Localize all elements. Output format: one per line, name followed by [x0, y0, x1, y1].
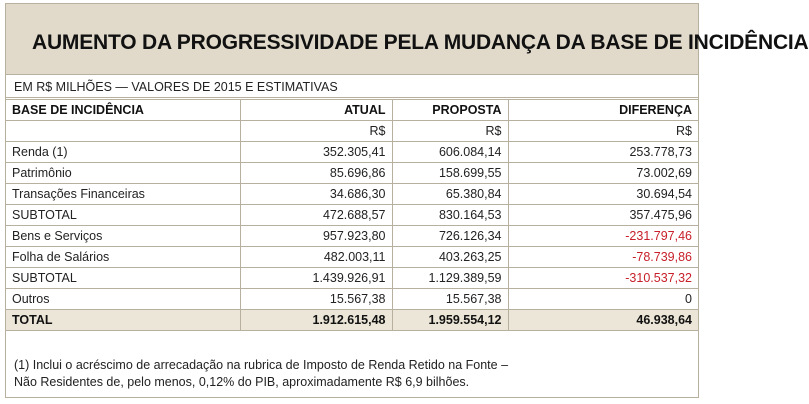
footnote-line: Não Residentes de, pelo menos, 0,12% do PIB, aproximadamente R$ 6,9 bilhões. [14, 375, 470, 389]
cell-proposta: 65.380,84 [392, 184, 508, 205]
row-label: SUBTOTAL [6, 205, 240, 226]
title-bar [6, 4, 809, 75]
cell-diferenca: -78.739,86 [508, 247, 698, 268]
divider [6, 97, 698, 98]
cell-proposta: 158.699,55 [392, 163, 508, 184]
total-row [6, 310, 698, 331]
cell-proposta: 726.126,34 [392, 226, 508, 247]
total-proposta: 1.959.554,12 [392, 310, 508, 331]
cell-diferenca: -310.537,32 [508, 268, 698, 289]
row-label: Patrimônio [6, 163, 240, 184]
header-proposta: PROPOSTA [392, 100, 508, 121]
row-label: Bens e Serviços [6, 226, 240, 247]
table-row [6, 289, 698, 310]
cell-atual: 34.686,30 [240, 184, 392, 205]
header-row [6, 100, 698, 121]
total-label: TOTAL [6, 310, 240, 331]
table-frame [5, 3, 809, 398]
table-row [6, 184, 698, 205]
table-row [6, 163, 698, 184]
cell-atual: 957.923,80 [240, 226, 392, 247]
row-label: Transações Financeiras [6, 184, 240, 205]
table-row [6, 268, 698, 289]
cell-atual: 85.696,86 [240, 163, 392, 184]
cell-diferenca: 73.002,69 [508, 163, 698, 184]
footnote-line: (1) Inclui o acréscimo de arrecadação na rubrica de Imposto de Renda Retido na Fonte – [14, 358, 509, 372]
header-atual: ATUAL [240, 100, 392, 121]
header-diferenca: DIFERENÇA [508, 100, 698, 121]
cell-proposta: 15.567,38 [392, 289, 508, 310]
unit-cell: R$ [392, 121, 508, 142]
row-label: SUBTOTAL [6, 268, 240, 289]
cell-diferenca: 357.475,96 [508, 205, 698, 226]
cell-atual: 15.567,38 [240, 289, 392, 310]
table-row [6, 226, 698, 247]
cell-diferenca: 30.694,54 [508, 184, 698, 205]
unit-cell: R$ [508, 121, 698, 142]
cell-diferenca: -231.797,46 [508, 226, 698, 247]
subtitle: EM R$ MILHÕES — VALORES DE 2015 E ESTIMATIVAS [14, 80, 338, 94]
units-row [6, 121, 698, 142]
cell-proposta: 1.129.389,59 [392, 268, 508, 289]
cell-diferenca: 253.778,73 [508, 142, 698, 163]
table-row [6, 247, 698, 268]
unit-cell [6, 121, 240, 142]
data-table [6, 99, 698, 331]
row-label: Outros [6, 289, 240, 310]
page-title: AUMENTO DA PROGRESSIVIDADE PELA MUDANÇA DA BASE DE INCIDÊNCIA [32, 31, 809, 54]
cell-atual: 1.439.926,91 [240, 268, 392, 289]
cell-proposta: 403.263,25 [392, 247, 508, 268]
cell-diferenca: 0 [508, 289, 698, 310]
unit-cell: R$ [240, 121, 392, 142]
header-base: BASE DE INCIDÊNCIA [6, 100, 240, 121]
row-label: Folha de Salários [6, 247, 240, 268]
footnote [14, 357, 508, 391]
table-row [6, 205, 698, 226]
cell-atual: 482.003,11 [240, 247, 392, 268]
row-label: Renda (1) [6, 142, 240, 163]
cell-proposta: 606.084,14 [392, 142, 508, 163]
table-row [6, 142, 698, 163]
cell-atual: 472.688,57 [240, 205, 392, 226]
cell-proposta: 830.164,53 [392, 205, 508, 226]
total-atual: 1.912.615,48 [240, 310, 392, 331]
cell-atual: 352.305,41 [240, 142, 392, 163]
total-diferenca: 46.938,64 [508, 310, 698, 331]
